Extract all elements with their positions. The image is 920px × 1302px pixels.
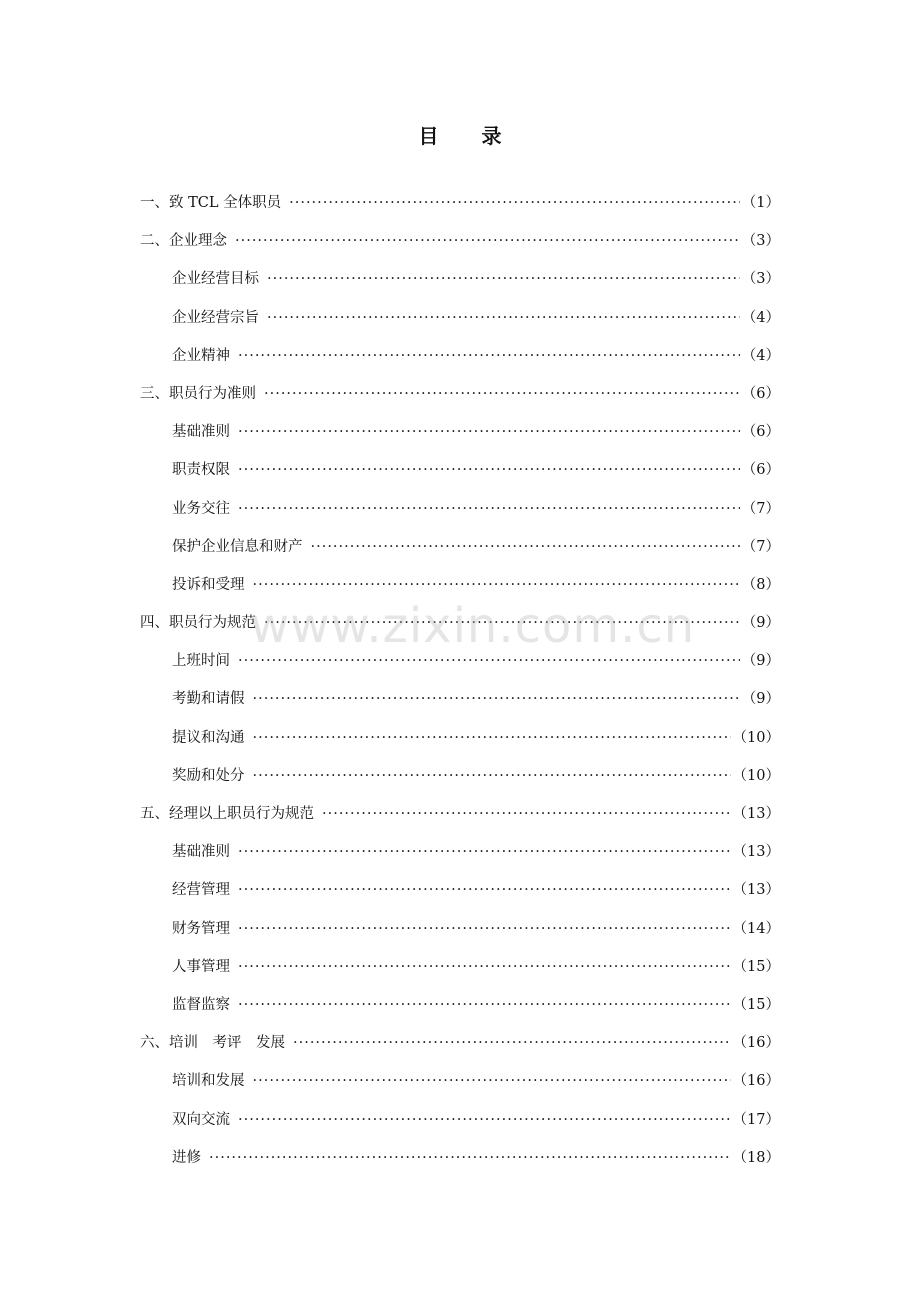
toc-entry-label: 企业精神 [172, 347, 230, 364]
toc-subentry [140, 337, 780, 375]
toc-entry-label: 六、培训 考评 发展 [140, 1035, 285, 1052]
toc-entry-label: 业务交往 [172, 500, 230, 517]
toc-entry-label: 三、职员行为准则 [140, 385, 256, 402]
toc-subentry [140, 1062, 780, 1100]
toc-dot-leader [267, 299, 740, 337]
toc-page-number: （18） [732, 1149, 780, 1166]
toc-entry [140, 1024, 780, 1062]
toc-dot-leader [238, 413, 740, 451]
toc-dot-leader [238, 451, 740, 489]
toc-subentry [140, 680, 780, 718]
toc-entry-label: 监督监察 [172, 996, 230, 1013]
toc-entry-label: 一、致 TCL 全体职员 [140, 195, 282, 211]
toc-entry-label: 企业经营目标 [172, 271, 259, 288]
toc-entry-label: 企业经营宗旨 [172, 309, 259, 326]
toc-dot-leader [238, 642, 740, 680]
toc-subentry [140, 986, 780, 1024]
watermark: www.zixin.com.cn [250, 598, 696, 654]
toc-dot-leader [253, 680, 740, 718]
toc-subentry [140, 1101, 780, 1139]
page-title: 目 录 [418, 124, 520, 148]
toc-page-number: （7） [741, 500, 780, 517]
toc-entry-label: 提议和沟通 [172, 729, 245, 746]
toc-dot-leader [311, 528, 740, 566]
toc-page-number: （10） [732, 729, 780, 746]
toc-entry-label: 经营管理 [172, 882, 230, 899]
toc-subentry [140, 1139, 780, 1177]
toc-subentry [140, 719, 780, 757]
toc-page-number: （3） [741, 233, 780, 250]
toc-page-number: （10） [732, 767, 780, 784]
toc-entry-label: 进修 [172, 1149, 201, 1166]
toc-subentry [140, 451, 780, 489]
toc-page-number: （14） [732, 920, 780, 937]
toc-subentry [140, 260, 780, 298]
toc-page-number: （16） [732, 1035, 780, 1052]
toc-entry-label: 双向交流 [172, 1111, 230, 1128]
toc-page-number: （6） [741, 462, 780, 479]
toc-subentry [140, 299, 780, 337]
toc-page-number: （9） [741, 615, 780, 632]
table-of-contents [140, 184, 780, 1177]
toc-page-number: （13） [732, 882, 780, 899]
toc-entry-label: 奖励和处分 [172, 767, 245, 784]
toc-dot-leader [209, 1139, 731, 1177]
toc-dot-leader [253, 719, 731, 757]
toc-dot-leader [264, 375, 740, 413]
toc-subentry [140, 910, 780, 948]
toc-page-number: （3） [741, 271, 780, 288]
toc-page-number: （9） [741, 653, 780, 670]
toc-entry-label: 财务管理 [172, 920, 230, 937]
toc-dot-leader [238, 871, 731, 909]
toc-page-number: （7） [741, 538, 780, 555]
toc-entry-label: 投诉和受理 [172, 576, 245, 593]
toc-dot-leader [238, 833, 731, 871]
toc-page-number: （15） [732, 996, 780, 1013]
toc-page-number: （4） [741, 309, 780, 326]
toc-dot-leader [289, 184, 740, 222]
toc-dot-leader [238, 490, 740, 528]
toc-entry [140, 184, 780, 222]
toc-dot-leader [293, 1024, 731, 1062]
toc-entry [140, 375, 780, 413]
toc-dot-leader [238, 337, 740, 375]
toc-dot-leader [238, 948, 731, 986]
toc-entry-label: 人事管理 [172, 958, 230, 975]
toc-entry [140, 222, 780, 260]
toc-dot-leader [235, 222, 740, 260]
toc-subentry [140, 413, 780, 451]
toc-page-number: （8） [741, 576, 780, 593]
toc-page-number: （17） [732, 1111, 780, 1128]
toc-entry-label: 职责权限 [172, 462, 230, 479]
toc-subentry [140, 757, 780, 795]
toc-dot-leader [238, 986, 731, 1024]
toc-entry [140, 795, 780, 833]
toc-page-number: （16） [732, 1073, 780, 1090]
toc-page-number: （6） [741, 385, 780, 402]
toc-dot-leader [253, 757, 731, 795]
toc-entry-label: 二、企业理念 [140, 233, 227, 250]
toc-entry-label: 培训和发展 [172, 1073, 245, 1090]
toc-entry-label: 考勤和请假 [172, 691, 245, 708]
toc-page-number: （13） [732, 806, 780, 822]
toc-entry-label: 上班时间 [172, 653, 230, 670]
toc-subentry [140, 528, 780, 566]
toc-subentry [140, 566, 780, 604]
toc-entry-label: 基础准则 [172, 424, 230, 441]
toc-entry-label: 五、经理以上职员行为规范 [140, 806, 314, 822]
toc-dot-leader [253, 566, 740, 604]
toc-entry [140, 604, 780, 642]
toc-subentry [140, 642, 780, 680]
toc-subentry [140, 871, 780, 909]
toc-entry-label: 基础准则 [172, 844, 230, 861]
toc-dot-leader [253, 1062, 731, 1100]
toc-page-number: （13） [732, 844, 780, 861]
toc-page-number: （1） [741, 195, 780, 211]
toc-page-number: （15） [732, 958, 780, 975]
toc-subentry [140, 490, 780, 528]
toc-page-number: （4） [741, 347, 780, 364]
toc-dot-leader [238, 910, 731, 948]
toc-page-number: （9） [741, 691, 780, 708]
toc-entry-label: 四、职员行为规范 [140, 615, 256, 632]
toc-dot-leader [267, 260, 740, 298]
toc-page-number: （6） [741, 424, 780, 441]
toc-dot-leader [264, 604, 740, 642]
toc-entry-label: 保护企业信息和财产 [172, 538, 303, 555]
toc-subentry [140, 948, 780, 986]
toc-dot-leader [238, 1101, 731, 1139]
toc-subentry [140, 833, 780, 871]
toc-dot-leader [322, 795, 731, 833]
